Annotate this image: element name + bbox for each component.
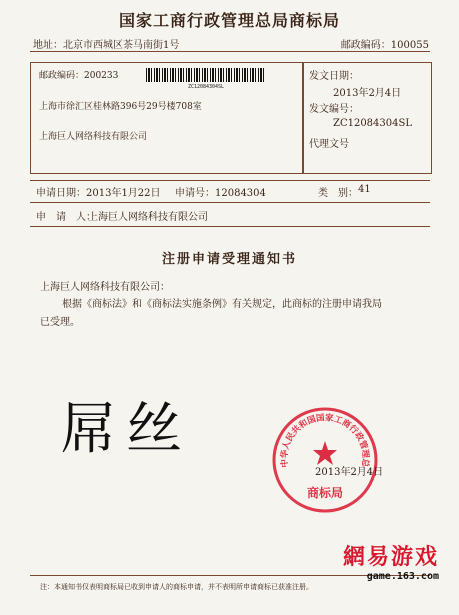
dispatch-box (302, 62, 432, 174)
header-divider (30, 51, 430, 52)
info-bottom-rule (30, 226, 430, 227)
svg-text:商标局: 商标局 (306, 486, 344, 500)
office-address: 地址：北京市西城区茶马南街1号 (33, 40, 180, 51)
notice-body-line1: 根据《商标法》和《商标法实施条例》有关规定，此商标的注册申请我局 (62, 299, 382, 310)
addressee-address: 上海市徐汇区桂林路396号29号楼708室 (39, 102, 202, 112)
class-label: 类 别： (318, 188, 358, 199)
dispatch-docno-label: 发文编号： (309, 104, 359, 115)
application-date: 申请日期：2013年1月22日 (36, 188, 161, 199)
addressee-postal-code: 邮政编码：200233 (39, 71, 119, 81)
svg-text:中华人民共和国国家工商行政管理总局: 中华人民共和国国家工商行政管理总 (279, 413, 371, 468)
footnote: 注：本通知书仅表明商标局已收到申请人的商标申请，并不表明所申请商标已获准注册。 (40, 583, 313, 591)
official-seal (270, 405, 380, 515)
agent-ref-label: 代理文号 (309, 139, 349, 150)
watermark-url: game.163.com (366, 571, 439, 582)
dispatch-docno-value: ZC12084304SL (333, 118, 412, 129)
office-postal-code: 邮政编码：100055 (340, 40, 429, 51)
applicant-label: 申 请 人： (36, 212, 96, 223)
notice-addressee: 上海巨人网络科技有限公司： (40, 282, 170, 293)
seal-graphic (270, 405, 380, 515)
class-value: 41 (358, 184, 371, 195)
info-top-rule (30, 180, 430, 181)
seal-date: 2013年2月4日 (315, 467, 384, 478)
watermark (343, 540, 439, 582)
addressee-company: 上海巨人网络科技有限公司 (39, 132, 148, 142)
dispatch-date-value: 2013年2月4日 (333, 88, 402, 99)
document-title: 国家工商行政管理总局商标局 (118, 11, 340, 30)
barcode-text: ZC12084304SL (187, 84, 225, 90)
trademark-text: 屌丝 (60, 397, 192, 462)
notice-body-line2: 已受理。 (40, 317, 80, 328)
applicant-value: 上海巨人网络科技有限公司 (88, 212, 208, 223)
notice-title: 注册申请受理通知书 (161, 252, 297, 267)
info-middle-rule (30, 202, 430, 203)
barcode (146, 68, 266, 82)
dispatch-date-label: 发文日期： (309, 71, 359, 82)
watermark-brand: 網易游戏 (342, 545, 439, 570)
application-number: 申请号：12084304 (175, 188, 266, 199)
